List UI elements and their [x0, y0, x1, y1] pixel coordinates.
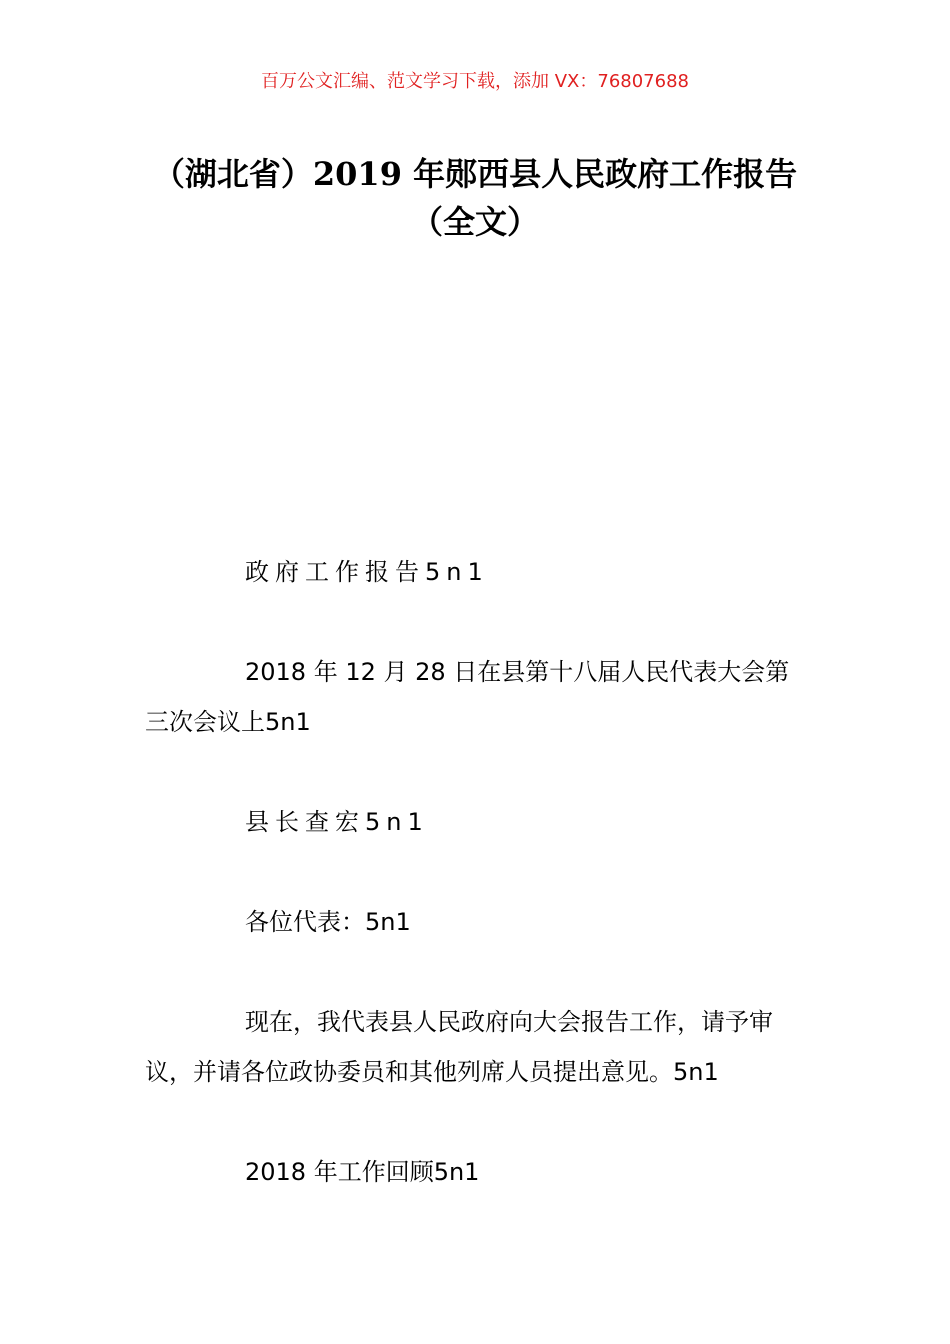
- paragraph-speaker: [145, 797, 810, 847]
- paragraph-meeting-date: [145, 647, 810, 747]
- paragraph-report-heading: [145, 547, 810, 597]
- paragraph-text: 各位代表：5n1: [245, 908, 411, 936]
- paragraph-text: 2018 年工作回顾5n1: [245, 1158, 480, 1186]
- paragraph-text: 2018 年 12 月 28 日在县第十八届人民代表大会第三次会议上5n1: [145, 658, 790, 736]
- paragraph-salutation: [145, 897, 810, 947]
- paragraph-opening: [145, 997, 810, 1097]
- paragraph-text: 现在，我代表县人民政府向大会报告工作，请予审议，并请各位政协委员和其他列席人员提出意见。5n1: [145, 1008, 773, 1086]
- document-title: （湖北省）2019 年郧西县人民政府工作报告（全文）: [152, 155, 798, 241]
- header-note: 百万公文汇编、范文学习下载，添加 VX：76807688: [261, 71, 689, 92]
- paragraph-text: 政府工作报告5n1: [245, 558, 489, 586]
- paragraph-text: 县长查宏5n1: [245, 808, 429, 836]
- paragraph-section-heading: [145, 1147, 810, 1197]
